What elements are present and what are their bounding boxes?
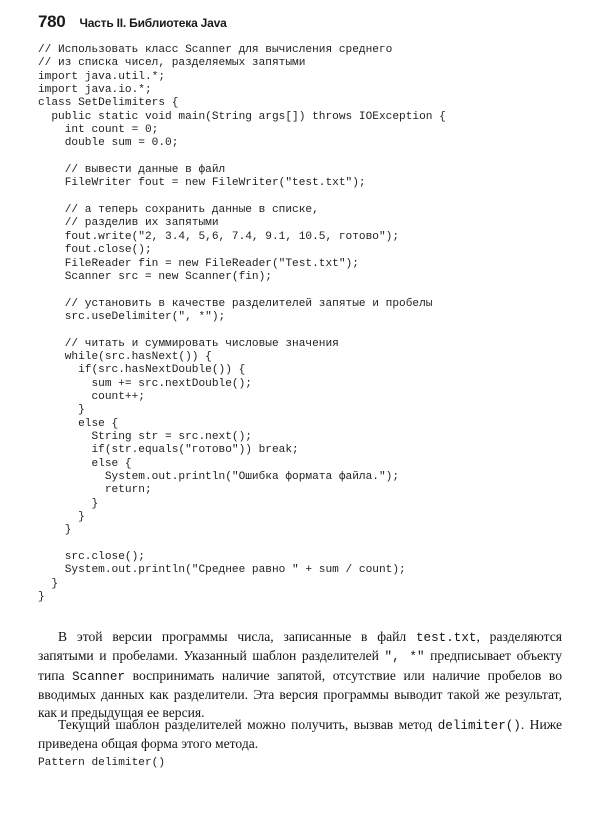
code-line: // читать и суммировать числовые значения	[38, 337, 339, 350]
code-listing	[38, 44, 568, 604]
running-title: Часть II. Библиотека Java	[79, 16, 227, 30]
code-line: import java.io.*;	[38, 84, 152, 97]
code-line: class SetDelimiters {	[38, 97, 179, 110]
code-line: fout.write("2, 3.4, 5,6, 7.4, 9.1, 10.5, готово");	[38, 230, 400, 243]
code-line: // установить в качестве разделителей запятые и пробелы	[38, 297, 433, 310]
paragraph-text: предписывает объекту типа	[38, 648, 562, 683]
method-signature: Pattern delimiter()	[38, 757, 166, 769]
code-line: }	[38, 524, 72, 537]
code-line: import java.util.*;	[38, 70, 166, 83]
code-line: sum += src.nextDouble();	[38, 377, 252, 390]
code-line: // а теперь сохранить данные в списке,	[38, 204, 319, 217]
paragraph-text: воспринимать наличие запятой, отсутствие или наличие пробелов во вводимых данных как разделители. Эта версия программы выводит такой же результат, как и предыдущая ее версия.	[38, 667, 562, 720]
code-line: // из списка чисел, разделяемых запятыми	[38, 57, 306, 70]
code-line: // разделив их запятыми	[38, 217, 219, 230]
code-line: else {	[38, 417, 119, 430]
code-line: // вывести данные в файл	[38, 164, 226, 177]
method-intro-paragraph	[38, 716, 562, 753]
inline-code-classname: Scanner	[72, 669, 126, 684]
paragraph-text: , разделяются запятыми и пробелами. Указанный шаблон разделителей	[38, 629, 562, 664]
code-line: fout.close();	[38, 244, 152, 257]
code-line: System.out.println("Среднее равно " + sum / count);	[38, 564, 406, 577]
code-line: System.out.println("Ошибка формата файла.");	[38, 471, 400, 483]
code-line: src.useDelimiter(", *");	[38, 310, 226, 323]
code-line: }	[38, 497, 99, 510]
code-line	[38, 324, 568, 337]
code-line	[38, 151, 568, 164]
page-number: 780	[38, 12, 66, 31]
paragraph-text: В этой версии программы числа, записанные в файл	[58, 629, 416, 644]
code-line	[38, 191, 568, 204]
code-line: }	[38, 591, 45, 604]
code-line	[38, 284, 568, 297]
code-line: FileWriter fout = new FileWriter("test.txt");	[38, 177, 366, 190]
code-line: }	[38, 404, 85, 417]
code-line: if(str.equals("готово")) break;	[38, 444, 299, 457]
code-line: FileReader fin = new FileReader("Test.txt");	[38, 257, 359, 270]
code-line: while(src.hasNext()) {	[38, 350, 212, 363]
code-line: // Использовать класс Scanner для вычисления среднего	[38, 44, 393, 56]
code-line	[38, 538, 568, 551]
code-line: }	[38, 577, 59, 590]
code-line: return;	[38, 484, 152, 497]
code-line: else {	[38, 457, 132, 470]
paragraph-text: Текущий шаблон разделителей можно получить, вызвав метод	[58, 717, 438, 732]
code-line: if(src.hasNextDouble()) {	[38, 364, 246, 377]
paragraph-text: . Ниже приведена общая форма этого метода.	[38, 717, 563, 752]
code-line: src.close();	[38, 551, 145, 564]
code-line: Scanner src = new Scanner(fin);	[38, 270, 272, 283]
code-line: double sum = 0.0;	[38, 137, 179, 150]
code-line: count++;	[38, 390, 145, 403]
code-line: String str = src.next();	[38, 430, 252, 443]
code-line: public static void main(String args[]) throws IOException {	[38, 110, 446, 123]
code-line: int count = 0;	[38, 124, 159, 137]
page-header	[38, 12, 568, 36]
inline-code-delimiter-pattern: ", *"	[384, 650, 425, 665]
inline-code-filename: test.txt	[416, 631, 477, 645]
explanation-paragraph	[38, 628, 562, 721]
code-line: }	[38, 511, 85, 524]
inline-code-method: delimiter()	[437, 719, 521, 733]
